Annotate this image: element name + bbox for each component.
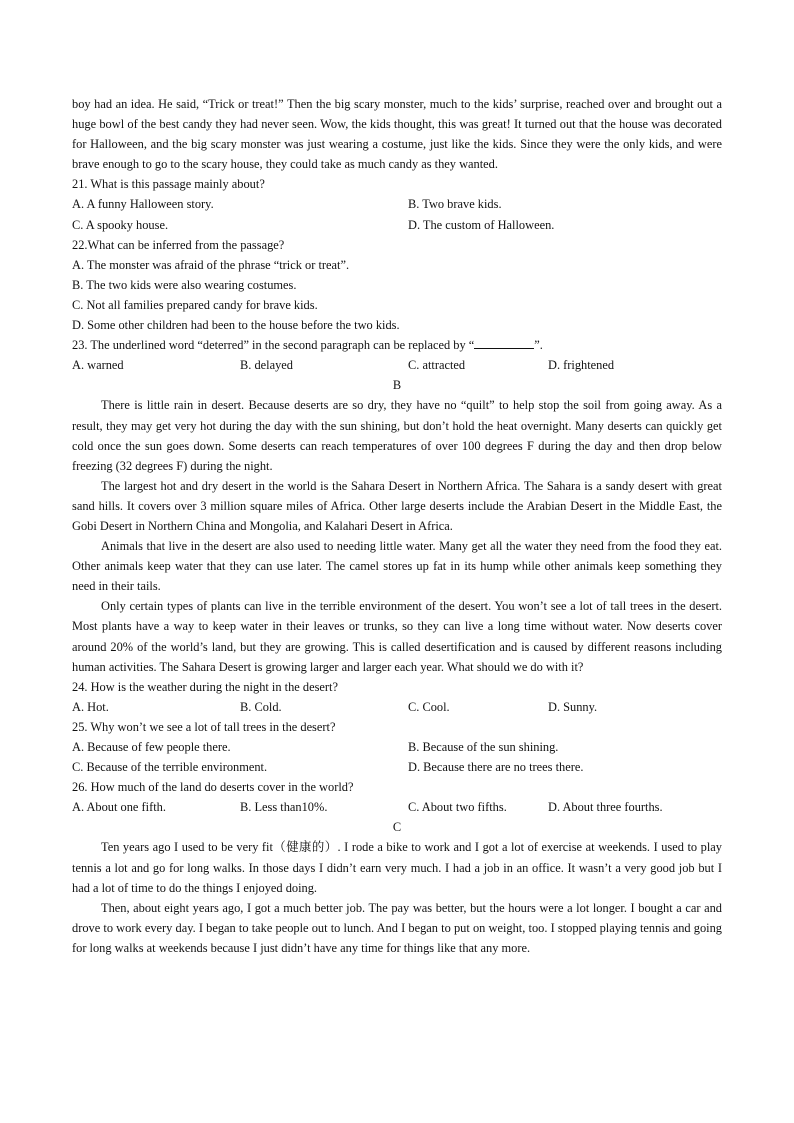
passage-b-paragraph-2: The largest hot and dry desert in the world is the Sahara Desert in Northern Africa. The Sahara is a sandy desert with great sand hills. It covers over 3 million square miles of Africa. Other large deserts include the Arabian Desert in the Middle East, the Gobi Desert in Northern China and Mongolia, and Kalahari Desert in Africa. [72,478,722,533]
q24-option-a: A. Hot. [72,699,109,714]
q21-option-d: D. The custom of Halloween. [408,217,555,232]
question-22-stem: 22.What can be inferred from the passage? [72,237,285,252]
q23-option-b: B. delayed [240,358,293,373]
q24-option-d: D. Sunny. [548,699,598,714]
q22-option-a: A. The monster was afraid of the phrase “trick or treat”. [72,257,350,272]
q23-option-c: C. attracted [408,358,466,373]
q23-option-d: D. frightened [548,358,615,373]
q23-option-a: A. warned [72,358,124,373]
question-21-options-row2 [72,215,722,235]
question-25-options-row1 [72,737,722,757]
q22-option-d: D. Some other children had been to the house before the two kids. [72,318,400,333]
q26-option-d: D. About three fourths. [548,800,663,815]
answer-blank [474,336,534,349]
q24-option-c: C. Cool. [408,699,450,714]
question-26-stem: 26. How much of the land do deserts cover in the world? [72,780,354,795]
q23-stem-end: ”. [534,338,543,353]
section-c-heading: C [392,820,402,835]
passage-c-paragraph-1: Ten years ago I used to be very fit（健康的）. I rode a bike to work and I got a lot of exercise at weekends. I used to play tennis a lot and go for long walks. In those days I didn’t earn very much. I had a job in an office. It wasn’t a very good job but I had a lot of time to do the things I enjoyed doing. [72,840,722,895]
q25-option-a: A. Because of few people there. [72,740,231,754]
question-26-options [72,797,722,817]
q21-option-c: C. A spooky house. [72,217,169,232]
question-25-stem: 25. Why won’t we see a lot of tall trees in the desert? [72,719,336,734]
passage-b-paragraph-3: Animals that live in the desert are also used to needing little water. Many get all the water they need from the food they eat. Other animals keep water that they can use later. The camel stores up fat in its hump while other animals keep something they need in their tails. [72,539,722,594]
question-25-options-row2 [72,757,722,777]
q26-option-a: A. About one fifth. [72,800,166,815]
q25-option-d: D. Because there are no trees there. [408,760,584,775]
passage-b-paragraph-1: There is little rain in desert. Because deserts are so dry, they have no “quilt” to help stop the soil from going away. As a result, they may get very hot during the day with the sun shining, but don’t hold the heat overnight. Many deserts can quickly get cold once the sun goes down. Some deserts can reach temperatures of over 100 degrees F during the day and then drop below freezing (32 degrees F) during the night. [72,398,722,473]
q24-option-b: B. Cold. [240,699,282,714]
q22-option-b: B. The two kids were also wearing costumes. [72,277,297,292]
q21-option-a: A. A funny Halloween story. [72,197,214,212]
passage-a-ending: boy had an idea. He said, “Trick or treat!” Then the big scary monster, much to the kids’ surprise, reached over and brought out a huge bowl of the best candy they had never seen. Wow, the kids thought, this was great! It turned out that the house was decorated for Halloween, and the big scary monster was just wearing a costume, just like the kids. Since they were the only kids, and were brave enough to go to the scary house, they could take as much candy as they wanted. [72,97,722,172]
question-21-options-row1 [72,194,722,214]
question-24-stem: 24. How is the weather during the night in the desert? [72,679,338,694]
section-b-heading: B [392,378,402,393]
q23-stem-text: 23. The underlined word “deterred” in the second paragraph can be replaced by “ [72,338,475,353]
question-24-options [72,697,722,717]
question-23-options [72,355,722,375]
q26-option-c: C. About two fifths. [408,800,507,815]
q21-option-b: B. Two brave kids. [408,197,502,212]
q22-option-c: C. Not all families prepared candy for brave kids. [72,297,318,312]
passage-b-paragraph-4: Only certain types of plants can live in the terrible environment of the desert. You won’t see a lot of tall trees in the desert. Most plants have a way to keep water in their leaves or trunks, so they can live a long time without water. Now deserts cover around 20% of the world’s land, but they are growing. This is called desertification and is caused by different reasons including human activities. The Sahara Desert is growing larger and larger each year. What should we do with it? [72,599,722,674]
document-page [72,94,722,958]
question-21-stem: 21. What is this passage mainly about? [72,177,265,192]
q25-option-b: B. Because of the sun shining. [408,740,559,754]
question-23-stem [72,335,722,355]
q25-option-c: C. Because of the terrible environment. [72,760,268,775]
passage-c-paragraph-2: Then, about eight years ago, I got a much better job. The pay was better, but the hours were a lot longer. I bought a car and drove to work every day. I began to take people out to lunch. And I began to put on weight, too. I stopped playing tennis and going for long walks at weekends because I just didn’t have any time for things like that any more. [72,900,722,955]
q26-option-b: B. Less than10%. [240,800,328,815]
